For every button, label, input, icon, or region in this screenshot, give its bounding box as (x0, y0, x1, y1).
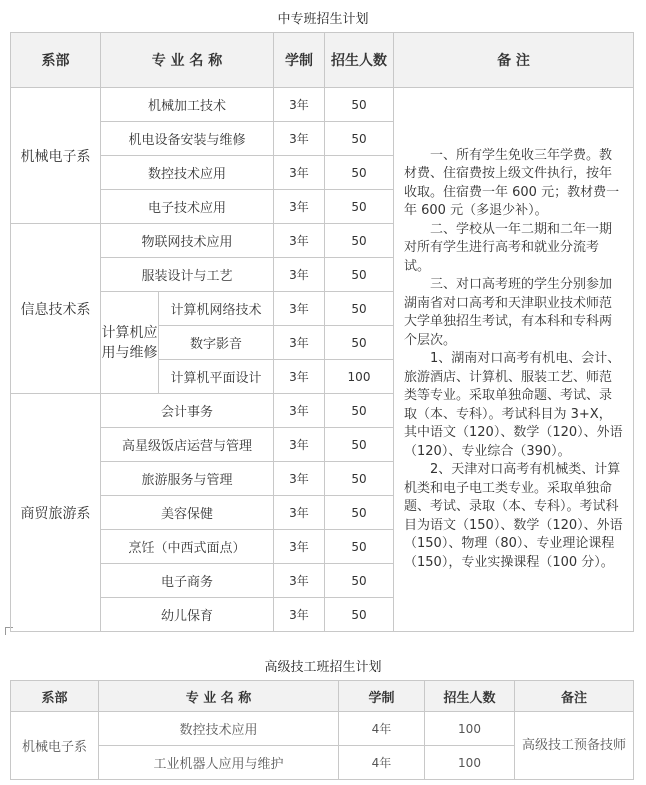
count-cell: 50 (325, 190, 394, 224)
years-cell: 3年 (274, 156, 325, 190)
years-cell: 3年 (274, 598, 325, 632)
notes-cell (394, 88, 634, 632)
table-header-row (11, 681, 634, 712)
years-cell: 3年 (274, 292, 325, 326)
table-header-row (11, 33, 634, 88)
table-row (11, 88, 634, 122)
years-cell: 3年 (274, 88, 325, 122)
major-cell: 计算机网络技术 (159, 292, 274, 326)
count-cell: 50 (325, 88, 394, 122)
table2-title: 高级技工班招生计划 (264, 660, 382, 675)
header-remark: 备注 (515, 681, 634, 712)
major-cell: 服装设计与工艺 (101, 258, 274, 292)
count-cell: 50 (325, 258, 394, 292)
header-major: 专 业 名 称 (101, 33, 274, 88)
count-cell: 50 (325, 428, 394, 462)
years-cell: 4年 (339, 712, 425, 746)
major-cell: 幼儿保育 (101, 598, 274, 632)
years-cell: 3年 (274, 190, 325, 224)
count-cell: 50 (325, 224, 394, 258)
senior-technician-table (10, 680, 634, 780)
major-cell: 工业机器人应用与维护 (99, 746, 339, 780)
count-cell: 100 (425, 712, 515, 746)
header-dept: 系部 (11, 33, 101, 88)
major-cell: 电子商务 (101, 564, 274, 598)
years-cell: 3年 (274, 564, 325, 598)
header-count: 招生人数 (425, 681, 515, 712)
major-cell: 数控技术应用 (99, 712, 339, 746)
note-paragraph: 三、对口高考班的学生分别参加湖南省对口高考和天津职业技术师范大学单独招生考试，有本科和专科两个层次。 (404, 277, 613, 348)
years-cell: 4年 (339, 746, 425, 780)
count-cell: 100 (325, 360, 394, 394)
years-cell: 3年 (274, 258, 325, 292)
major-cell: 高星级饭店运营与管理 (101, 428, 274, 462)
count-cell: 100 (425, 746, 515, 780)
major-cell: 计算机平面设计 (159, 360, 274, 394)
major-cell: 电子技术应用 (101, 190, 274, 224)
table-row (11, 712, 634, 746)
major-cell: 数控技术应用 (101, 156, 274, 190)
years-cell: 3年 (274, 360, 325, 394)
header-dept: 系部 (11, 681, 99, 712)
count-cell: 50 (325, 394, 394, 428)
note-paragraph: 1、湖南对口高考有机电、会计、旅游酒店、计算机、服装工艺、师范类等专业。采取单独命题、考试、录取（本、专科）。考试科目为 3+X，其中语文（120）、数学（120）、外语（120）、专业综合（390）。 (404, 351, 623, 459)
note-paragraph: 2、天津对口高考有机械类、计算机类和电子电工类专业。采取单独命题、考试、录取（本、专科）。考试科目为语文（150）、数学（120）、外语（150）、物理（80）、专业理论课程（150），专业实操课程（100 分）。 (404, 462, 623, 570)
dept-mechanical: 机械电子系 (11, 88, 101, 224)
count-cell: 50 (325, 496, 394, 530)
dept-information-technology: 信息技术系 (11, 224, 101, 394)
years-cell: 3年 (274, 530, 325, 564)
remark-cell: 高级技工预备技师 (515, 712, 634, 780)
note-paragraph: 一、所有学生免收三年学费。教材费、住宿费按上级文件执行，按年收取。住宿费一年 600 元；教材费一年 600 元（多退少补）。 (404, 147, 620, 219)
major-cell: 数字影音 (159, 326, 274, 360)
count-cell: 50 (325, 122, 394, 156)
secondary-enrollment-table (10, 32, 634, 632)
years-cell: 3年 (274, 122, 325, 156)
years-cell: 3年 (274, 462, 325, 496)
count-cell: 50 (325, 156, 394, 190)
header-notes: 备 注 (394, 33, 634, 88)
years-cell: 3年 (274, 428, 325, 462)
count-cell: 50 (325, 564, 394, 598)
years-cell: 3年 (274, 224, 325, 258)
dept-business-tourism: 商贸旅游系 (11, 394, 101, 632)
count-cell: 50 (325, 326, 394, 360)
major-cell: 物联网技术应用 (101, 224, 274, 258)
major-cell: 旅游服务与管理 (101, 462, 274, 496)
computer-application-subgroup: 计算机应用与维修 (101, 292, 159, 394)
major-cell: 机械加工技术 (101, 88, 274, 122)
major-cell: 美容保健 (101, 496, 274, 530)
major-cell: 烹饪（中西式面点） (101, 530, 274, 564)
major-cell: 会计事务 (101, 394, 274, 428)
years-cell: 3年 (274, 326, 325, 360)
count-cell: 50 (325, 462, 394, 496)
count-cell: 50 (325, 530, 394, 564)
header-major: 专 业 名 称 (99, 681, 339, 712)
dept-mechanical: 机械电子系 (11, 712, 99, 780)
header-years: 学制 (274, 33, 325, 88)
table1-title: 中专班招生计划 (277, 12, 369, 27)
years-cell: 3年 (274, 394, 325, 428)
header-years: 学制 (339, 681, 425, 712)
count-cell: 50 (325, 292, 394, 326)
header-count: 招生人数 (325, 33, 394, 88)
major-cell: 机电设备安装与维修 (101, 122, 274, 156)
count-cell: 50 (325, 598, 394, 632)
note-paragraph: 二、学校从一年二期和二年一期对所有学生进行高考和就业分流考试。 (404, 221, 613, 274)
years-cell: 3年 (274, 496, 325, 530)
